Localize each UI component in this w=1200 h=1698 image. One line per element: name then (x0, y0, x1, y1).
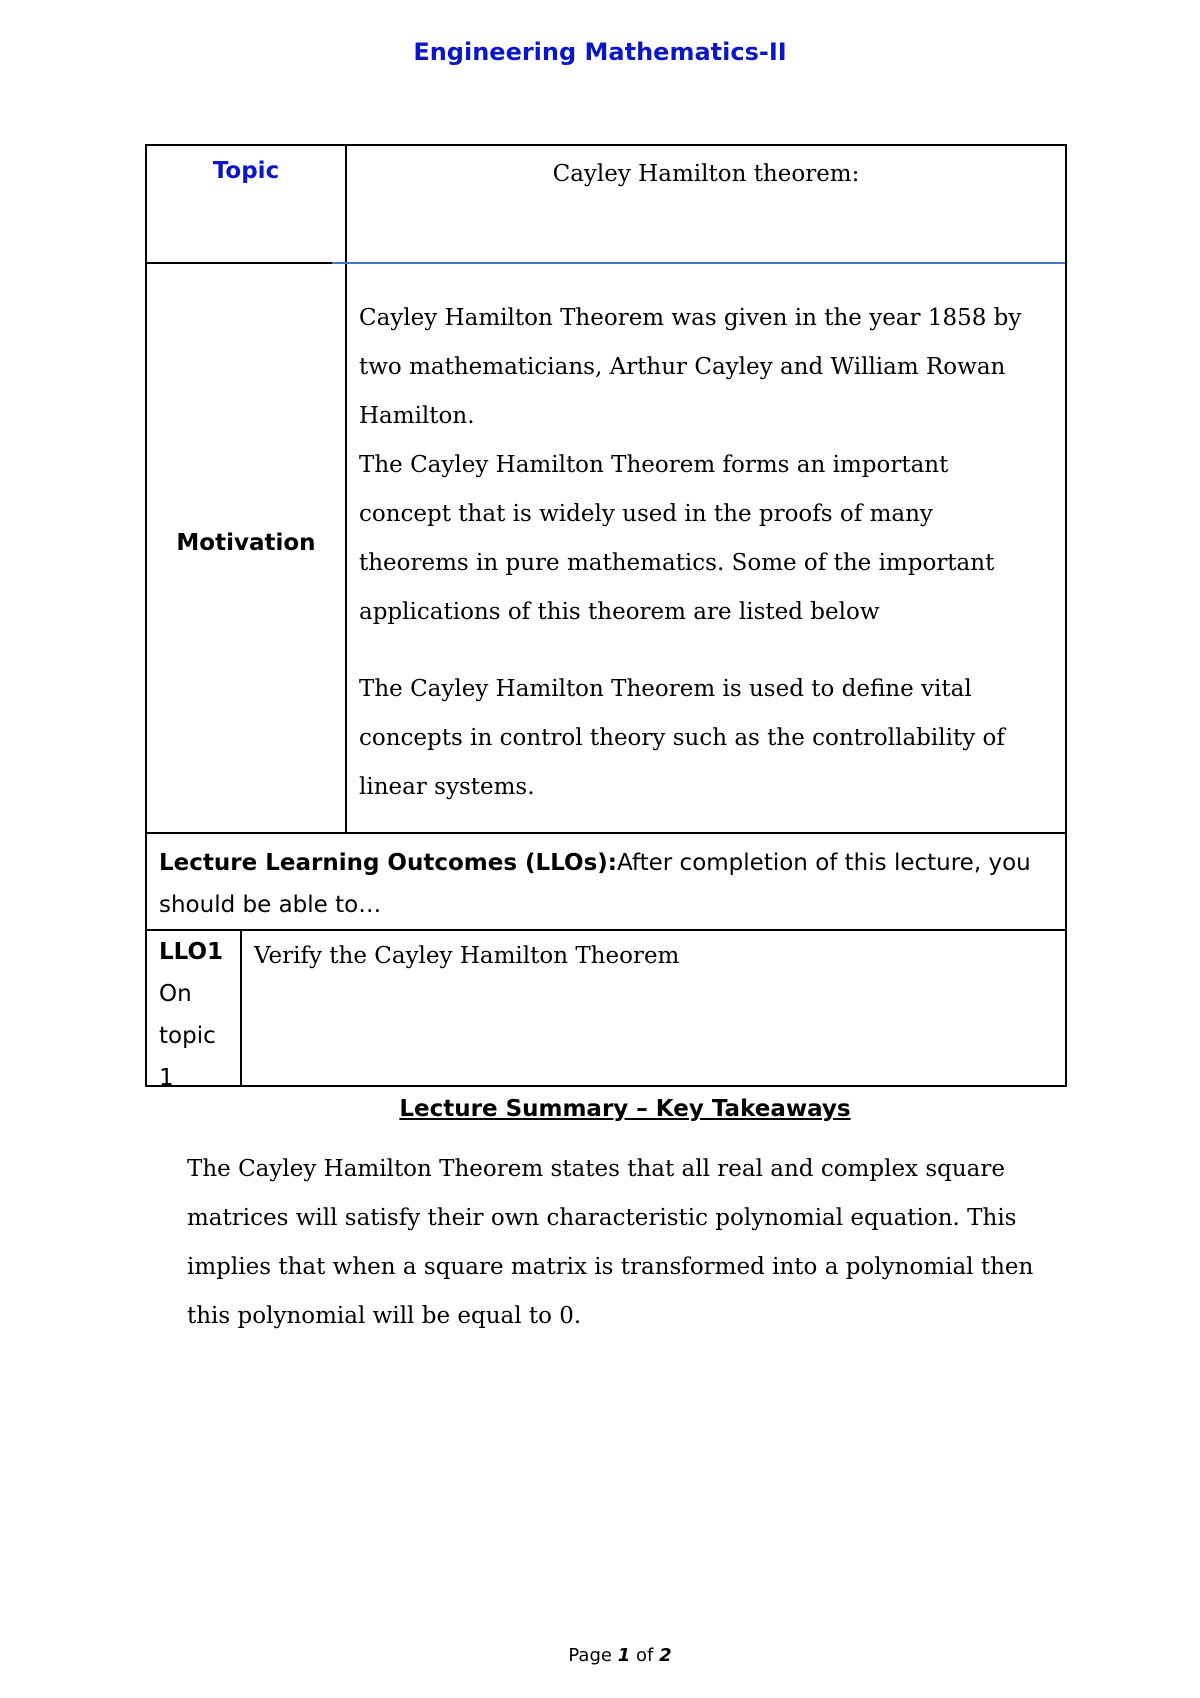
llo-heading-text: After completion of this lecture, you should be able to… (159, 850, 1031, 918)
topic-row (147, 146, 1065, 262)
summary-text: The Cayley Hamilton Theorem states that all real and complex square matrices will satisfy their own characteristic polynomial equation. This implies that when a square matrix is transformed into a polynomial then this polynomial will be equal to 0. (187, 1156, 1034, 1329)
page-word: Page (568, 1645, 612, 1666)
document-header-title: Engineering Mathematics-II (413, 38, 787, 66)
motivation-paragraph: The Cayley Hamilton Theorem forms an important concept that is widely used in the proofs of many theorems in pure mathematics. Some of the important applications of this theorem are listed below (359, 452, 995, 625)
page-total: 2 (659, 1645, 672, 1666)
summary-heading: Lecture Summary – Key Takeaways (399, 1096, 851, 1122)
llo1-topic: On topic 1 (159, 981, 216, 1091)
motivation-text (347, 264, 1065, 832)
motivation-paragraph: The Cayley Hamilton Theorem is used to define vital concepts in control theory such as the controllability of linear systems. (359, 676, 1005, 800)
topic-value: Cayley Hamilton theorem: (347, 146, 1065, 262)
of-word: of (635, 1645, 654, 1666)
llo1-label-cell (147, 931, 242, 1091)
llo1-row (147, 929, 1065, 1091)
llo-heading-bold: Lecture Learning Outcomes (LLOs): (159, 850, 618, 876)
llo-heading (147, 832, 1065, 929)
page-current: 1 (617, 1645, 631, 1666)
llo1-text: Verify the Cayley Hamilton Theorem (254, 943, 680, 969)
motivation-paragraph: Cayley Hamilton Theorem was given in the year 1858 by two mathematicians, Arthur Cayley and William Rowan Hamilton. (359, 305, 1022, 429)
topic-label: Topic (147, 146, 347, 262)
motivation-row (147, 262, 1065, 832)
motivation-label: Motivation (147, 264, 347, 832)
llo1-id: LLO1 (159, 939, 224, 965)
page-footer (0, 1645, 1200, 1666)
lecture-table (145, 144, 1067, 1091)
